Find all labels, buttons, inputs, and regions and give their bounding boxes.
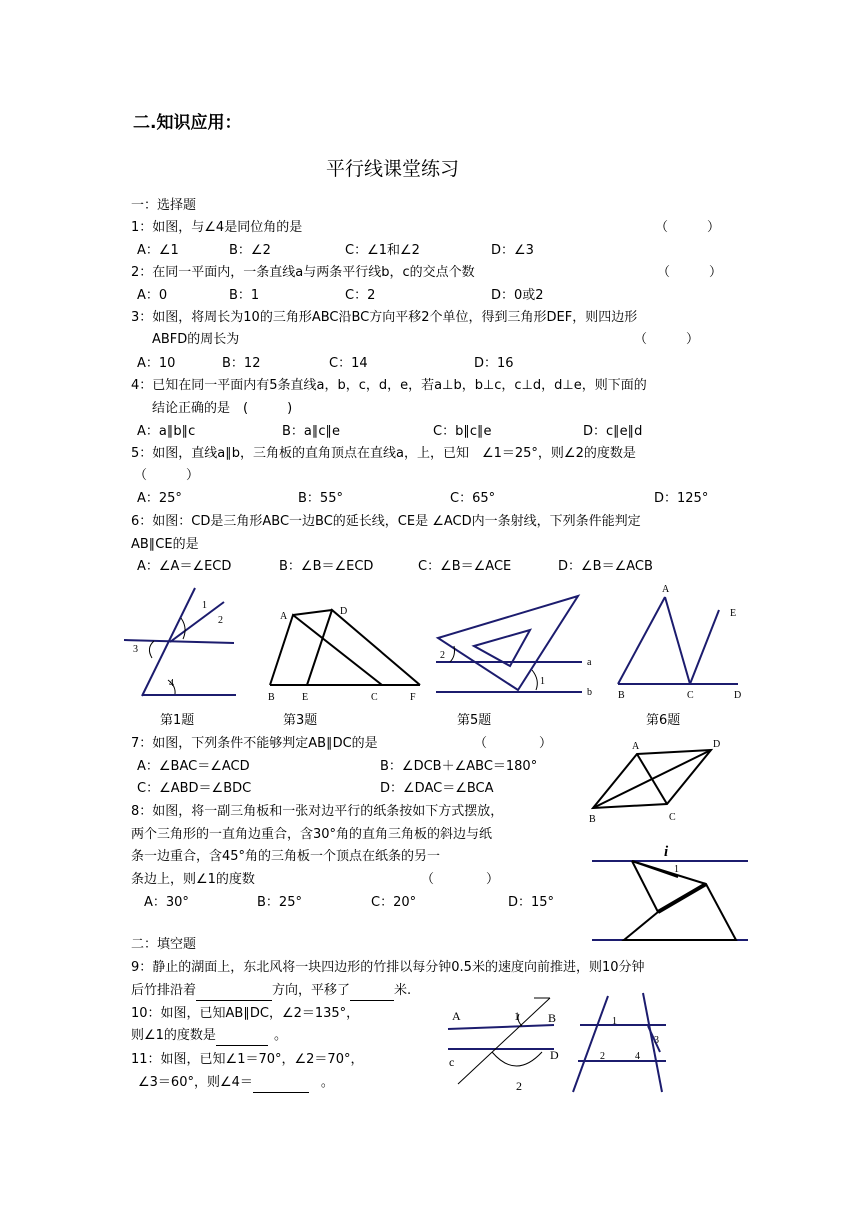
- caption-fig5: 第5题: [457, 713, 492, 728]
- fig3-label-c: C: [371, 692, 378, 703]
- q2-option-b: B：1: [229, 288, 260, 303]
- fig10-label-c: c: [449, 1055, 455, 1069]
- fig7-label-b: B: [589, 814, 596, 825]
- part1-heading: 一：选择题: [131, 198, 197, 213]
- q6-option-d: D：∠B＝∠ACB: [558, 559, 653, 574]
- q9-text-a: 后竹排沿着: [131, 983, 197, 998]
- fig3-label-a: A: [280, 611, 288, 622]
- q6-option-b: B：∠B＝∠ECD: [279, 559, 374, 574]
- figure-q5: [432, 590, 602, 700]
- figure-q8: [588, 840, 753, 945]
- fig5-label-1: 1: [540, 676, 545, 687]
- q6-option-a: A：∠A＝∠ECD: [137, 559, 232, 574]
- page-title: 平行线课堂练习: [326, 158, 460, 180]
- fig10-label-a: A: [452, 1009, 461, 1023]
- q2-option-a: A：0: [137, 288, 168, 303]
- q8-line1: 8：如图，将一副三角板和一张对边平行的纸条按如下方式摆放，: [131, 804, 504, 819]
- q4-stem-line2: 结论正确的是 ( ): [152, 401, 293, 416]
- q4-stem-line1: 4：已知在同一平面内有5条直线a，b，c，d，e，若a⊥b，b⊥c，c⊥d，d⊥e，则下面的: [131, 378, 647, 393]
- fig10-label-1: 1: [514, 1009, 520, 1023]
- fig11-label-2: 2: [600, 1051, 605, 1062]
- q11-line2: [138, 1074, 334, 1093]
- fig11-label-3: 3: [654, 1035, 659, 1046]
- q3-option-d: D：16: [474, 356, 514, 371]
- figure-q11: [572, 990, 672, 1095]
- figure-q6: [612, 582, 752, 704]
- q8-bracket: （ ）: [421, 872, 500, 887]
- q4-option-a: A：a∥b∥c: [137, 424, 196, 439]
- q3-bracket: （ ）: [634, 332, 700, 347]
- q11-text-b: 。: [320, 1075, 334, 1090]
- fig11-label-1: 1: [612, 1016, 617, 1027]
- q8-option-b: B：25°: [257, 895, 302, 910]
- fig3-label-e: E: [302, 692, 309, 703]
- q5-option-d: D：125°: [654, 491, 709, 506]
- q4-option-c: C：b∥c∥e: [433, 424, 492, 439]
- fig3-label-d: D: [340, 606, 348, 617]
- q3-stem-line1: 3：如图，将周长为10的三角形ABC沿BC方向平移2个单位，得到三角形DEF，则四边形: [131, 310, 638, 325]
- q1-option-b: B：∠2: [229, 243, 271, 258]
- fig3-label-b: B: [268, 692, 275, 703]
- fig5-label-b: b: [587, 687, 592, 698]
- fig5-label-a: a: [587, 657, 592, 668]
- fig10-label-2: 2: [516, 1079, 522, 1093]
- fig7-label-a: A: [632, 741, 640, 752]
- caption-fig1: 第1题: [160, 713, 195, 728]
- fig1-label-2: 2: [218, 615, 223, 626]
- q7-option-d: D：∠DAC＝∠BCA: [380, 781, 494, 796]
- q7-bracket: （ ）: [474, 736, 553, 751]
- q6-stem-line2: AB∥CE的是: [131, 537, 199, 552]
- figure-q1: [120, 586, 240, 706]
- q10-line1: 10：如图，已知AB∥DC，∠2＝135°，: [131, 1006, 360, 1021]
- caption-fig3: 第3题: [283, 713, 318, 728]
- part2-heading: 二：填空题: [131, 937, 197, 952]
- fig7-label-c: C: [669, 812, 676, 823]
- fig1-label-4: 4: [169, 678, 174, 689]
- q7-option-c: C：∠ABD＝∠BDC: [137, 781, 252, 796]
- q8-option-d: D：15°: [508, 895, 555, 910]
- q3-stem-line2: ABFD的周长为: [152, 332, 240, 347]
- q5-stem-line2: （ ）: [134, 468, 200, 483]
- fig10-label-b: B: [548, 1011, 557, 1025]
- q3-option-a: A：10: [137, 356, 176, 371]
- q4-option-b: B：a∥c∥e: [282, 424, 341, 439]
- q4-option-d: D：c∥e∥d: [583, 424, 643, 439]
- q7-stem: 7：如图，下列条件不能够判定AB∥DC的是: [131, 736, 378, 751]
- q11-blank[interactable]: [253, 1074, 309, 1093]
- q1-bracket: （ ）: [655, 220, 721, 235]
- q5-option-b: B：55°: [298, 491, 343, 506]
- q10-text-b: 。: [273, 1028, 287, 1043]
- caption-fig6: 第6题: [646, 713, 681, 728]
- q9-text-b: 方向，平移了: [272, 983, 351, 998]
- q8-line3: 条一边重合，含45°角的三角板一个顶点在纸条的另一: [131, 849, 441, 864]
- q3-option-b: B：12: [222, 356, 261, 371]
- q9-line1: 9：静止的湖面上，东北风将一块四边形的竹排以每分钟0.5米的速度向前推进，则10分钟: [131, 960, 645, 975]
- q1-option-a: A：∠1: [137, 243, 179, 258]
- q5-option-a: A：25°: [137, 491, 182, 506]
- q1-option-d: D：∠3: [491, 243, 534, 258]
- q8-option-c: C：20°: [371, 895, 417, 910]
- q6-option-c: C：∠B＝∠ACE: [418, 559, 512, 574]
- q11-text-a: ∠3＝60°，则∠4＝: [138, 1075, 253, 1090]
- fig6-label-e: E: [730, 608, 737, 619]
- fig10-label-d: D: [550, 1048, 559, 1062]
- figure-q10: [446, 992, 566, 1097]
- q7-option-b: B：∠DCB＋∠ABC＝180°: [380, 759, 538, 774]
- q10-line2: [131, 1027, 287, 1046]
- fig6-label-c: C: [687, 690, 694, 701]
- fig3-label-f: F: [410, 692, 416, 703]
- q8-option-a: A：30°: [144, 895, 189, 910]
- q10-text-a: 则∠1的度数是: [131, 1028, 216, 1043]
- figure-q3: [262, 600, 422, 705]
- q10-blank[interactable]: [216, 1027, 268, 1046]
- q1-option-c: C：∠1和∠2: [345, 243, 420, 258]
- q6-stem-line1: 6：如图：CD是三角形ABC一边BC的延长线，CE是 ∠ACD内一条射线，下列条件能判定: [131, 514, 641, 529]
- q2-stem: 2：在同一平面内，一条直线a与两条平行线b，c的交点个数: [131, 265, 475, 280]
- q9-blank-distance[interactable]: [350, 982, 394, 1001]
- q9-line2: [131, 982, 411, 1001]
- fig1-label-3: 3: [133, 644, 138, 655]
- q11-line1: 11：如图，已知∠1＝70°，∠2＝70°，: [131, 1052, 364, 1067]
- q5-option-c: C：65°: [450, 491, 496, 506]
- q8-line2: 两个三角形的一直角边重合，含30°角的直角三角板的斜边与纸: [131, 827, 493, 842]
- q2-option-d: D：0或2: [491, 288, 544, 303]
- q8-line4: 条边上，则∠1的度数: [131, 872, 255, 887]
- q3-option-c: C：14: [329, 356, 368, 371]
- q9-text-c: 米.: [394, 983, 412, 998]
- fig8-label-i: i: [664, 844, 669, 860]
- fig5-label-2: 2: [440, 650, 445, 661]
- q2-option-c: C：2: [345, 288, 376, 303]
- fig7-label-d: D: [713, 739, 721, 750]
- fig8-label-1: 1: [674, 864, 679, 875]
- fig6-label-d: D: [734, 690, 742, 701]
- q2-bracket: （ ）: [657, 265, 723, 280]
- q9-blank-direction[interactable]: [196, 982, 272, 1001]
- fig6-label-a: A: [662, 584, 670, 595]
- q5-stem-line1: 5：如图，直线a∥b，三角板的直角顶点在直线a，上，已知 ∠1＝25°，则∠2的度数是: [131, 446, 636, 461]
- q1-stem: 1：如图，与∠4是同位角的是: [131, 220, 303, 235]
- fig11-label-4: 4: [635, 1051, 640, 1062]
- fig6-label-b: B: [618, 690, 625, 701]
- figure-q7: [585, 736, 735, 826]
- q7-option-a: A：∠BAC＝∠ACD: [137, 759, 250, 774]
- fig1-label-1: 1: [202, 600, 207, 611]
- section-heading: 二.知识应用：: [133, 113, 242, 133]
